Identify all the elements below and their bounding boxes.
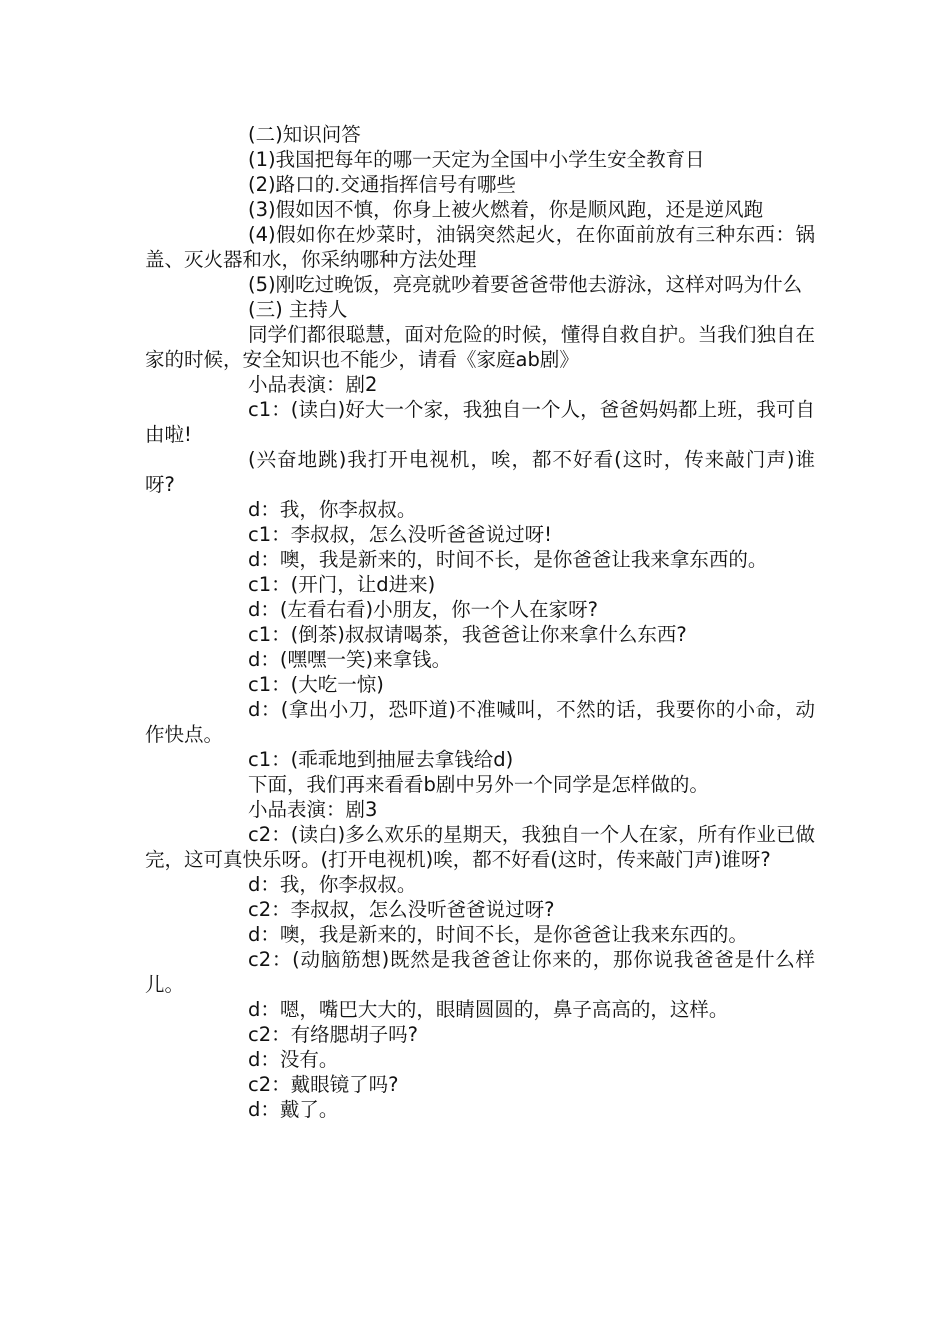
quiz-question-1: (1)我国把每年的哪一天定为全国中小学生安全教育日 (248, 148, 705, 171)
dialogue-line: c2：戴眼镜了吗? (248, 1073, 399, 1096)
skit-title-3: 小品表演：剧3 (248, 798, 378, 821)
dialogue-line: c2：(读白)多么欢乐的星期天，我独自一个人在家，所有作业已做完，这可真快乐呀。(打开电视机)唉，都不好看(这时，传来敲门声)谁呀? (145, 823, 815, 871)
section-heading-quiz: (二)知识问答 (248, 123, 361, 146)
dialogue-line: d：(左看右看)小朋友，你一个人在家呀? (248, 598, 598, 621)
skit-title-2: 小品表演：剧2 (248, 373, 378, 396)
dialogue-line: c2：有络腮胡子吗? (248, 1023, 418, 1046)
host-intro-paragraph: 同学们都很聪慧，面对危险的时候，懂得自救自护。当我们独自在家的时候，安全知识也不能少，请看《家庭ab剧》 (145, 323, 815, 371)
quiz-question-5: (5)刚吃过晚饭，亮亮就吵着要爸爸带他去游泳，这样对吗为什么 (248, 273, 803, 296)
quiz-question-4: (4)假如你在炒菜时，油锅突然起火，在你面前放有三种东西：锅盖、灭火器和水，你采纳哪种方法处理 (145, 223, 815, 271)
dialogue-line: c2：李叔叔，怎么没听爸爸说过呀? (248, 898, 555, 921)
dialogue-line: c1：(读白)好大一个家，我独自一个人，爸爸妈妈都上班，我可自由啦! (145, 398, 815, 446)
dialogue-line: (兴奋地跳)我打开电视机，唉，都不好看(这时，传来敲门声)谁呀? (145, 448, 815, 496)
section-heading-host: (三) 主持人 (248, 298, 348, 321)
dialogue-line: d：噢，我是新来的，时间不长，是你爸爸让我来拿东西的。 (248, 548, 768, 571)
dialogue-line: c2：(动脑筋想)既然是我爸爸让你来的，那你说我爸爸是什么样儿。 (145, 948, 815, 996)
quiz-question-2: (2)路口的.交通指挥信号有哪些 (248, 173, 516, 196)
dialogue-line: d：嗯，嘴巴大大的，眼睛圆圆的，鼻子高高的，这样。 (248, 998, 729, 1021)
dialogue-line: c1：(乖乖地到抽屉去拿钱给d) (248, 748, 514, 771)
dialogue-line: d：我，你李叔叔。 (248, 873, 417, 896)
dialogue-line: d：戴了。 (248, 1098, 339, 1121)
dialogue-line: c1：(大吃一惊) (248, 673, 384, 696)
quiz-question-3: (3)假如因不慎，你身上被火燃着，你是顺风跑，还是逆风跑 (248, 198, 764, 221)
dialogue-line: d：噢，我是新来的，时间不长，是你爸爸让我来东西的。 (248, 923, 748, 946)
dialogue-line: d：(嘿嘿一笑)来拿钱。 (248, 648, 452, 671)
dialogue-line: d：没有。 (248, 1048, 339, 1071)
dialogue-line: c1：李叔叔，怎么没听爸爸说过呀! (248, 523, 552, 546)
dialogue-line: d：(拿出小刀，恐吓道)不准喊叫，不然的话，我要你的小命，动作快点。 (145, 698, 815, 746)
transition-paragraph: 下面，我们再来看看b剧中另外一个同学是怎样做的。 (248, 773, 709, 796)
document-body (145, 122, 815, 1122)
dialogue-line: c1：(开门，让d进来) (248, 573, 436, 596)
dialogue-line: d：我，你李叔叔。 (248, 498, 417, 521)
dialogue-line: c1：(倒茶)叔叔请喝茶，我爸爸让你来拿什么东西? (248, 623, 687, 646)
